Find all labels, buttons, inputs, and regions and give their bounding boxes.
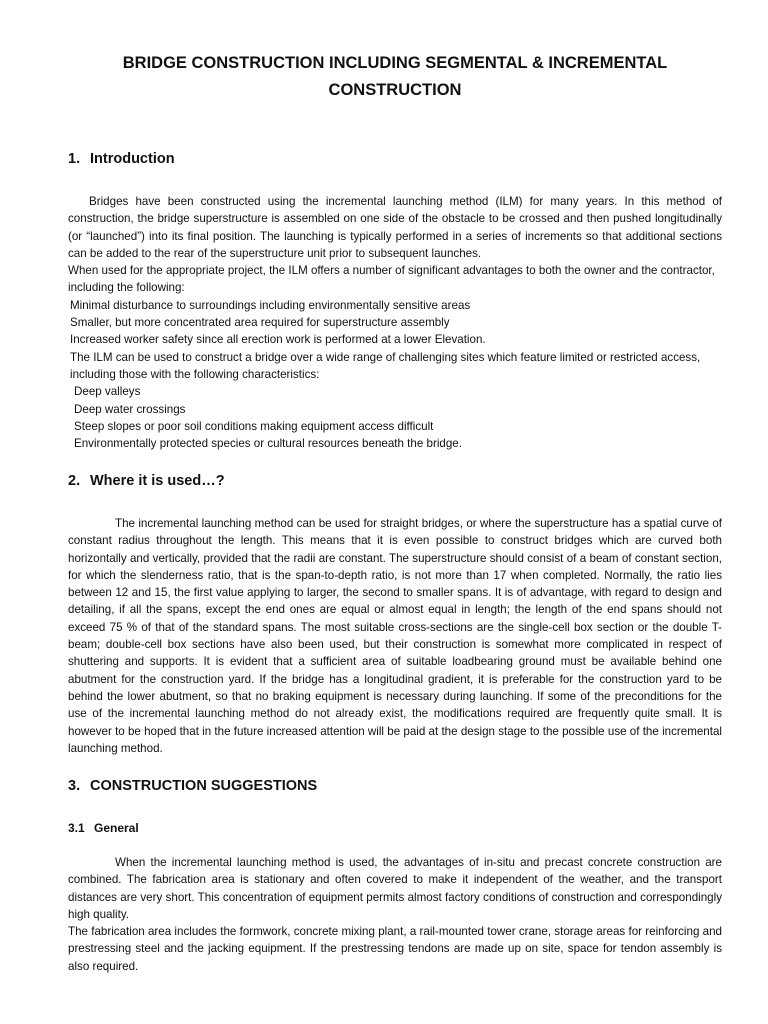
document-title: BRIDGE CONSTRUCTION INCLUDING SEGMENTAL & INCREMENTAL CONSTRUCTION (122, 54, 668, 99)
paragraph: The incremental launching method can be used for straight bridges, or where the superstructure has a spatial curve of constant radius throughout the length. This means that it is even possible to construct bridges which are curved both horizontally and vertically, provided that the radii are constant. The superstructure should consist of a beam of constant section, for which the slenderness ratio, that is the span-to-depth ratio, is not more than 17 when completed. Normally, the ratio lies between 12 and 15, the first value applying to larger, the second to smaller spans. It is of advantage, with regard to design and detailing, if all the spans, except the end ones are equal or almost equal in length; the length of the end spans should not exceed 75 % of that of the standard spans. The most suitable cross-sections are the single-cell box section or the double T-beam; double-cell box sections have also been used, but their construction is somewhat more complicated in respect of shuttering and supports. It is evident that a sufficient area of suitable loadbearing ground must be available behind one abutment for the construction yard. If the bridge has a longitudinal gradient, it is preferable for the construction yard to be behind the lower abutment, so that no braking equipment is necessary during launching. If some of the preconditions for the use of the incremental launching method do not already exist, the modifications required are frequently quite small. It is however to be hoped that in the future increased attention will be paid at the design stage to the possible use of the incremental launching method. (68, 517, 722, 755)
list-item: Environmentally protected species or cultural resources beneath the bridge. (74, 437, 462, 451)
section-heading-construction-suggestions (68, 778, 317, 794)
paragraph: Bridges have been constructed using the incremental launching method (ILM) for many years. In this method of construction, the bridge superstructure is assembled on one side of the obstacle to be crossed and then pushed longitudinally (or “launched”) into its final position. The launching is typically performed in a series of increments so that additional sections can be added to the rear of the superstructure unit prior to subsequent launches. (68, 195, 722, 260)
list-item: Minimal disturbance to surroundings including environmentally sensitive areas (70, 298, 471, 312)
subsection-title: General (94, 821, 139, 835)
subsection-heading-general (68, 821, 139, 835)
list-item: Steep slopes or poor soil conditions making equipment access difficult (74, 419, 434, 433)
section-heading-introduction (68, 151, 175, 167)
paragraph: The fabrication area includes the formwork, concrete mixing plant, a rail-mounted tower crane, storage areas for reinforcing and prestressing steel and the jacking equipment. If the prestressing tendons are made up on site, space for tendon assembly is also required. (68, 925, 722, 973)
section-number: 1. (68, 151, 81, 167)
section-number: 2. (68, 473, 81, 489)
subsection-number: 3.1 (68, 821, 85, 835)
section-number: 3. (68, 778, 81, 794)
list-item: Increased worker safety since all erection work is performed at a lower Elevation. (70, 333, 486, 347)
characteristics-list (68, 383, 722, 452)
list-item: Smaller, but more concentrated area required for superstructure assembly (70, 316, 450, 330)
advantages-list (68, 297, 722, 349)
paragraph: When used for the appropriate project, the ILM offers a number of significant advantages to both the owner and the contractor, including the following: (68, 264, 715, 295)
section-title: Where it is used…? (90, 473, 225, 489)
section-title: Introduction (90, 151, 175, 167)
section-title: CONSTRUCTION SUGGESTIONS (90, 778, 318, 794)
section-heading-where-used (68, 473, 225, 489)
paragraph: The ILM can be used to construct a bridge over a wide range of challenging sites which feature limited or restricted access, including those with the following characteristics: (70, 350, 701, 381)
paragraph: When the incremental launching method is used, the advantages of in-situ and precast concrete construction are combined. The fabrication area is stationary and often covered to make it independent of the weather, and the transport distances are very short. This concentration of equipment permits almost factory conditions of construction and correspondingly high quality. (68, 856, 722, 921)
introduction-body (68, 193, 722, 452)
where-used-body (68, 515, 722, 757)
list-item: Deep water crossings (74, 402, 186, 416)
list-item: Deep valleys (74, 385, 141, 399)
general-body (68, 854, 722, 975)
